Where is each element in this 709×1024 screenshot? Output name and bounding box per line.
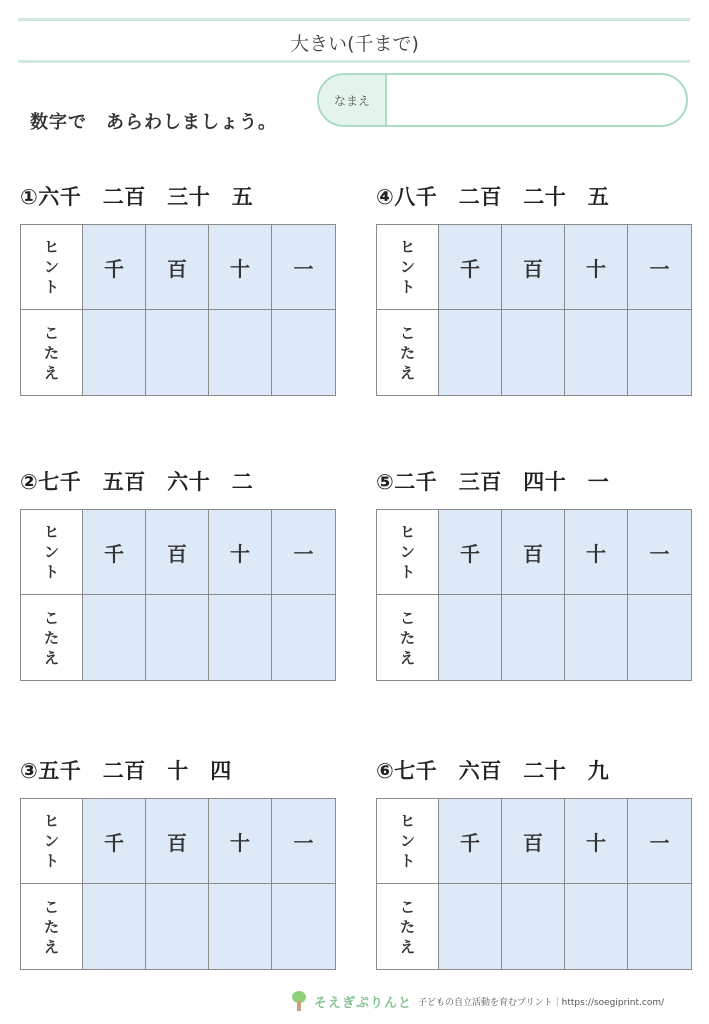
problem-title: ①六千 二百 三十 五: [20, 185, 254, 209]
answer-thousands[interactable]: [439, 595, 502, 680]
instruction-text: 数字で あらわしましょう。: [30, 112, 277, 133]
answer-tens[interactable]: [565, 310, 628, 395]
problem-title: ⑥七千 六百 二十 九: [376, 759, 610, 783]
hint-hundreds: 百: [146, 510, 209, 595]
title-top-rule: [18, 18, 690, 21]
answer-tens[interactable]: [209, 884, 272, 969]
answer-grid: [20, 798, 336, 970]
brand-logo-text: そえぎぷりんと: [314, 995, 413, 1011]
hint-tens: 十: [209, 225, 272, 310]
problem-6: [376, 756, 694, 956]
answer-tens[interactable]: [209, 595, 272, 680]
answer-tens[interactable]: [209, 310, 272, 395]
hint-hundreds: 百: [146, 225, 209, 310]
hint-hundreds: 百: [502, 510, 565, 595]
hint-thousands: 千: [439, 225, 502, 310]
hint-ones: 一: [272, 510, 335, 595]
hint-tens: 十: [565, 510, 628, 595]
hint-thousands: 千: [83, 799, 146, 884]
name-field[interactable]: [387, 75, 686, 125]
tree-logo-icon: [290, 990, 308, 1012]
hint-hundreds: 百: [502, 799, 565, 884]
hint-thousands: 千: [83, 510, 146, 595]
answer-ones[interactable]: [628, 310, 691, 395]
hint-row-label: ヒ ン ト: [377, 510, 439, 595]
answer-hundreds[interactable]: [502, 884, 565, 969]
hint-ones: 一: [272, 799, 335, 884]
name-label: なまえ: [319, 75, 387, 125]
hint-row-label: ヒ ン ト: [21, 799, 83, 884]
hint-thousands: 千: [83, 225, 146, 310]
answer-hundreds[interactable]: [146, 310, 209, 395]
problem-4: [376, 182, 694, 382]
answer-tens[interactable]: [565, 595, 628, 680]
hint-hundreds: 百: [146, 799, 209, 884]
footer-text: 子どもの自立活動を育むプリント｜https://soegiprint.com/: [418, 997, 665, 1008]
hint-row-label: ヒ ン ト: [21, 225, 83, 310]
hint-thousands: 千: [439, 799, 502, 884]
answer-grid: [20, 509, 336, 681]
hint-tens: 十: [209, 799, 272, 884]
answer-row-label: こ た え: [21, 884, 83, 969]
answer-grid: [376, 509, 692, 681]
answer-grid: [20, 224, 336, 396]
hint-tens: 十: [565, 225, 628, 310]
answer-row-label: こ た え: [377, 595, 439, 680]
answer-grid: [376, 224, 692, 396]
title-bottom-rule: [18, 60, 690, 63]
hint-tens: 十: [565, 799, 628, 884]
answer-row-label: こ た え: [21, 595, 83, 680]
hint-ones: 一: [628, 510, 691, 595]
answer-thousands[interactable]: [83, 595, 146, 680]
problem-2: [20, 467, 338, 667]
hint-row-label: ヒ ン ト: [377, 225, 439, 310]
hint-hundreds: 百: [502, 225, 565, 310]
answer-ones[interactable]: [272, 595, 335, 680]
answer-ones[interactable]: [628, 884, 691, 969]
problem-3: [20, 756, 338, 956]
answer-thousands[interactable]: [83, 884, 146, 969]
problem-title: ②七千 五百 六十 二: [20, 470, 254, 494]
answer-ones[interactable]: [272, 884, 335, 969]
hint-tens: 十: [209, 510, 272, 595]
answer-row-label: こ た え: [377, 310, 439, 395]
hint-ones: 一: [628, 225, 691, 310]
answer-grid: [376, 798, 692, 970]
hint-row-label: ヒ ン ト: [21, 510, 83, 595]
answer-hundreds[interactable]: [502, 310, 565, 395]
answer-tens[interactable]: [565, 884, 628, 969]
problem-title: ④八千 二百 二十 五: [376, 185, 610, 209]
answer-ones[interactable]: [272, 310, 335, 395]
problem-title: ③五千 二百 十 四: [20, 759, 232, 783]
answer-row-label: こ た え: [21, 310, 83, 395]
problem-5: [376, 467, 694, 667]
answer-hundreds[interactable]: [502, 595, 565, 680]
problem-title: ⑤二千 三百 四十 一: [376, 470, 610, 494]
answer-thousands[interactable]: [439, 310, 502, 395]
answer-hundreds[interactable]: [146, 595, 209, 680]
name-box: [317, 73, 688, 127]
answer-thousands[interactable]: [439, 884, 502, 969]
answer-row-label: こ た え: [377, 884, 439, 969]
footer: [290, 990, 664, 1012]
hint-ones: 一: [628, 799, 691, 884]
hint-ones: 一: [272, 225, 335, 310]
answer-hundreds[interactable]: [146, 884, 209, 969]
answer-thousands[interactable]: [83, 310, 146, 395]
hint-thousands: 千: [439, 510, 502, 595]
hint-row-label: ヒ ン ト: [377, 799, 439, 884]
answer-ones[interactable]: [628, 595, 691, 680]
page-title: 大きい(千まで): [290, 33, 419, 55]
problem-1: [20, 182, 338, 382]
